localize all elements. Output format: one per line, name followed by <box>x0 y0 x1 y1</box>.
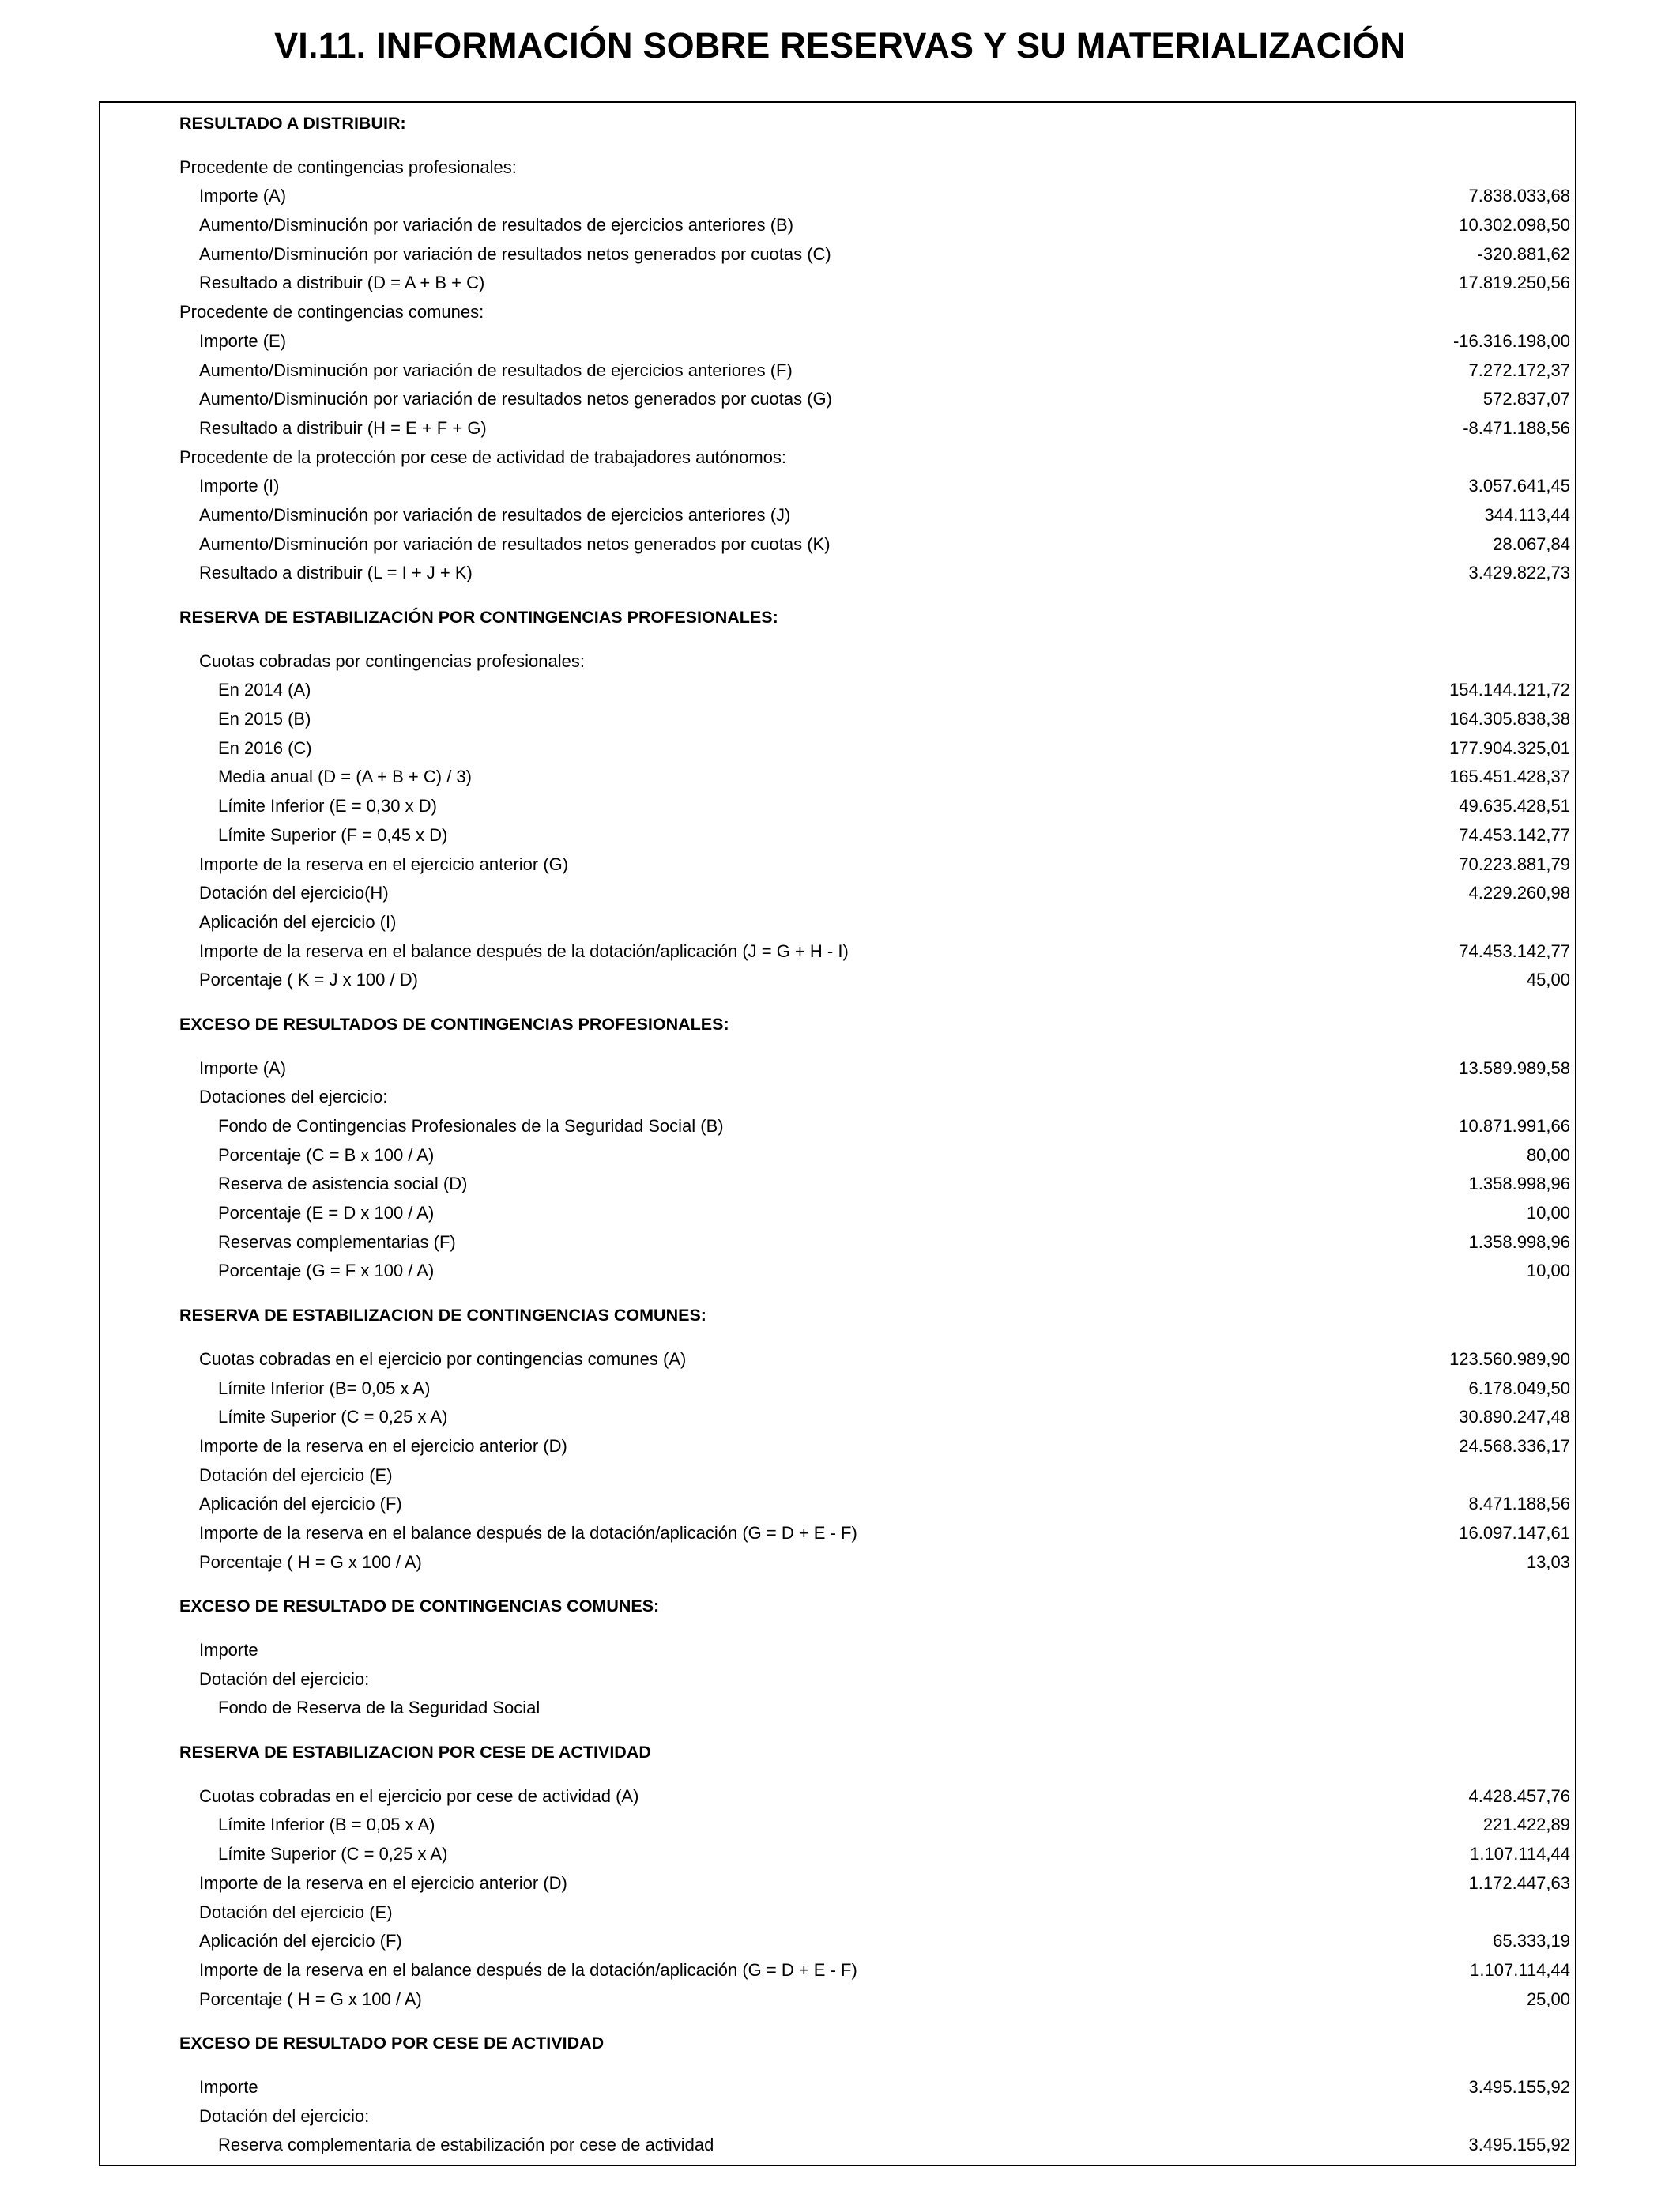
row-value: 7.838.033,68 <box>1468 186 1570 206</box>
table-row <box>179 1490 1570 1519</box>
table-row <box>179 966 1570 995</box>
row-value: 70.223.881,79 <box>1459 854 1570 874</box>
row-value: 3.429.822,73 <box>1468 563 1570 583</box>
table-row <box>179 908 1570 937</box>
row-value: 1.358.998,96 <box>1468 1174 1570 1194</box>
row-label: Resultado a distribuir (L = I + J + K) <box>199 563 473 583</box>
table-row <box>179 676 1570 705</box>
table-row <box>179 1228 1570 1257</box>
table-row <box>179 937 1570 967</box>
table-row <box>179 1432 1570 1461</box>
reserves-table-frame <box>99 101 1576 2166</box>
reserves-table <box>179 109 1570 2160</box>
section-heading-text: EXCESO DE RESULTADOS DE CONTINGENCIAS PROFESIONALES: <box>179 1014 729 1034</box>
row-value: 8.471.188,56 <box>1468 1494 1570 1514</box>
row-label: Dotación del ejercicio: <box>199 2105 370 2126</box>
table-row <box>179 298 1570 327</box>
row-value: 154.144.121,72 <box>1449 680 1570 700</box>
row-value: 572.837,07 <box>1482 389 1570 409</box>
table-row <box>179 1548 1570 1578</box>
section-heading <box>179 1010 1570 1039</box>
row-label: Dotación del ejercicio (E) <box>199 1465 393 1485</box>
row-label: Procedente de contingencias comunes: <box>179 302 484 322</box>
row-label: Importe de la reserva en el ejercicio anterior (D) <box>199 1435 567 1456</box>
section-heading-text: EXCESO DE RESULTADO DE CONTINGENCIAS COMUNES: <box>179 1596 660 1616</box>
row-label: Porcentaje ( H = G x 100 / A) <box>199 1989 422 2009</box>
row-label: Importe <box>199 2076 258 2097</box>
row-value: 10,00 <box>1526 1203 1570 1223</box>
section-heading-text: RESULTADO A DISTRIBUIR: <box>179 114 406 133</box>
row-label: Resultado a distribuir (D = A + B + C) <box>199 273 485 293</box>
section-heading-text: EXCESO DE RESULTADO POR CESE DE ACTIVIDAD <box>179 2034 605 2053</box>
row-value: 164.305.838,38 <box>1449 709 1570 729</box>
table-row <box>179 2131 1570 2160</box>
row-label: Importe de la reserva en el ejercicio anterior (D) <box>199 1872 567 1893</box>
row-label: Límite Inferior (B = 0,05 x A) <box>218 1815 435 1835</box>
row-label: Aplicación del ejercicio (F) <box>199 1494 402 1514</box>
row-value: 10,00 <box>1526 1261 1570 1281</box>
row-label: En 2015 (B) <box>218 709 311 729</box>
table-row <box>179 1461 1570 1491</box>
row-label: Importe <box>199 1640 258 1660</box>
table-row <box>179 1665 1570 1695</box>
table-row <box>179 1083 1570 1112</box>
section-heading <box>179 109 1570 138</box>
row-label: Porcentaje (G = F x 100 / A) <box>218 1261 435 1281</box>
row-label: Cuotas cobradas por contingencias profesionales: <box>199 650 585 671</box>
row-label: Aplicación del ejercicio (F) <box>199 1931 402 1951</box>
row-label: En 2016 (C) <box>218 737 312 758</box>
row-label: Fondo de Reserva de la Seguridad Social <box>218 1698 541 1718</box>
row-value: 3.495.155,92 <box>1468 2135 1570 2155</box>
row-label: Aumento/Disminución por variación de resultados netos generados por cuotas (C) <box>199 243 831 264</box>
row-label: Aumento/Disminución por variación de resultados netos generados por cuotas (G) <box>199 389 832 409</box>
table-row <box>179 1811 1570 1840</box>
row-label: Procedente de contingencias profesionales: <box>179 156 517 177</box>
table-row <box>179 240 1570 270</box>
row-label: Importe de la reserva en el balance después de la dotación/aplicación (G = D + E - F) <box>199 1959 857 1980</box>
table-row <box>179 153 1570 183</box>
row-value: 74.453.142,77 <box>1459 941 1570 961</box>
table-row <box>179 1374 1570 1404</box>
row-value: -16.316.198,00 <box>1452 330 1570 351</box>
row-value: 344.113,44 <box>1484 504 1570 525</box>
row-value: 16.097.147,61 <box>1459 1522 1570 1543</box>
table-row <box>179 647 1570 677</box>
row-label: Porcentaje (E = D x 100 / A) <box>218 1203 435 1223</box>
row-value: 10.302.098,50 <box>1459 215 1570 236</box>
row-value: 24.568.336,17 <box>1459 1435 1570 1456</box>
row-label: Media anual (D = (A + B + C) / 3) <box>218 767 472 787</box>
row-label: Importe de la reserva en el balance después de la dotación/aplicación (G = D + E - F) <box>199 1522 857 1543</box>
row-label: Límite Superior (F = 0,45 x D) <box>218 824 448 845</box>
table-row <box>179 1199 1570 1228</box>
row-label: Límite Superior (C = 0,25 x A) <box>218 1407 448 1427</box>
table-row <box>179 356 1570 386</box>
row-label: Reserva complementaria de estabilización por cese de actividad <box>218 2135 714 2155</box>
row-label: Aplicación del ejercicio (I) <box>199 911 397 932</box>
section-heading-text: RESERVA DE ESTABILIZACIÓN POR CONTINGENCIAS PROFESIONALES: <box>179 608 778 627</box>
table-row <box>179 1782 1570 1811</box>
row-label: Reserva de asistencia social (D) <box>218 1174 468 1194</box>
table-row <box>179 501 1570 530</box>
row-value: 6.178.049,50 <box>1468 1378 1570 1398</box>
table-row <box>179 182 1570 211</box>
row-label: Fondo de Contingencias Profesionales de la Seguridad Social (B) <box>218 1116 724 1136</box>
row-label: Límite Inferior (E = 0,30 x D) <box>218 796 437 816</box>
row-value: 165.451.428,37 <box>1449 767 1570 787</box>
row-value: 13.589.989,58 <box>1459 1057 1570 1078</box>
row-value: 74.453.142,77 <box>1459 824 1570 845</box>
table-row <box>179 2102 1570 2132</box>
row-label: Límite Inferior (B= 0,05 x A) <box>218 1378 431 1398</box>
section-heading <box>179 2029 1570 2058</box>
table-row <box>179 1898 1570 1928</box>
row-value: 28.067,84 <box>1493 533 1570 554</box>
table-row <box>179 269 1570 298</box>
row-value: 30.890.247,48 <box>1459 1407 1570 1427</box>
table-row <box>179 1840 1570 1869</box>
row-label: Procedente de la protección por cese de actividad de trabajadores autónomos: <box>179 447 787 467</box>
row-label: Importe de la reserva en el ejercicio anterior (G) <box>199 854 569 874</box>
table-row <box>179 1694 1570 1723</box>
row-value: -8.471.188,56 <box>1463 417 1570 438</box>
row-value: 45,00 <box>1526 970 1570 990</box>
row-label: Dotación del ejercicio (E) <box>199 1902 393 1922</box>
row-value: 7.272.172,37 <box>1468 360 1570 380</box>
row-label: Dotaciones del ejercicio: <box>199 1087 388 1107</box>
row-value: 80,00 <box>1526 1144 1570 1165</box>
table-row <box>179 1956 1570 1985</box>
row-value: 1.107.114,44 <box>1470 1959 1570 1980</box>
table-row <box>179 763 1570 792</box>
row-value: 4.428.457,76 <box>1468 1785 1570 1806</box>
table-row <box>179 414 1570 443</box>
section-heading <box>179 1738 1570 1767</box>
table-row <box>179 705 1570 734</box>
row-label: Resultado a distribuir (H = E + F + G) <box>199 417 487 438</box>
row-label: Porcentaje ( K = J x 100 / D) <box>199 970 418 990</box>
row-label: Dotación del ejercicio: <box>199 1668 370 1689</box>
table-row <box>179 530 1570 560</box>
row-value: 1.358.998,96 <box>1468 1231 1570 1252</box>
table-row <box>179 2073 1570 2102</box>
row-label: Importe (A) <box>199 1057 287 1078</box>
row-value: 65.333,19 <box>1493 1931 1570 1951</box>
table-row <box>179 443 1570 473</box>
row-value: 123.560.989,90 <box>1449 1348 1570 1369</box>
row-label: En 2014 (A) <box>218 680 311 700</box>
row-label: Dotación del ejercicio(H) <box>199 883 389 903</box>
table-row <box>179 1869 1570 1898</box>
row-value: 13,03 <box>1526 1551 1570 1572</box>
section-heading <box>179 1592 1570 1621</box>
table-row <box>179 1345 1570 1374</box>
table-row <box>179 734 1570 763</box>
row-label: Importe (I) <box>199 476 280 496</box>
row-value: 1.107.114,44 <box>1470 1844 1570 1864</box>
table-row <box>179 1170 1570 1199</box>
table-row <box>179 1112 1570 1141</box>
table-row <box>179 559 1570 588</box>
row-label: Aumento/Disminución por variación de resultados de ejercicios anteriores (B) <box>199 215 794 236</box>
row-label: Importe (E) <box>199 330 287 351</box>
row-value: 3.495.155,92 <box>1468 2076 1570 2097</box>
section-heading <box>179 603 1570 632</box>
row-value: 1.172.447,63 <box>1468 1872 1570 1893</box>
row-label: Reservas complementarias (F) <box>218 1231 456 1252</box>
table-row <box>179 792 1570 821</box>
table-row <box>179 1054 1570 1084</box>
row-label: Porcentaje (C = B x 100 / A) <box>218 1144 435 1165</box>
row-value: 49.635.428,51 <box>1459 796 1570 816</box>
page-title: VI.11. INFORMACIÓN SOBRE RESERVAS Y SU MATERIALIZACIÓN <box>274 25 1406 66</box>
row-label: Aumento/Disminución por variación de resultados de ejercicios anteriores (F) <box>199 360 793 380</box>
section-heading-text: RESERVA DE ESTABILIZACION POR CESE DE ACTIVIDAD <box>179 1743 651 1762</box>
row-value: 3.057.641,45 <box>1468 476 1570 496</box>
row-label: Aumento/Disminución por variación de resultados de ejercicios anteriores (J) <box>199 504 791 525</box>
table-row <box>179 385 1570 414</box>
section-heading-text: RESERVA DE ESTABILIZACION DE CONTINGENCIAS COMUNES: <box>179 1306 706 1325</box>
row-value: 25,00 <box>1526 1989 1570 2009</box>
table-row <box>179 1519 1570 1548</box>
row-value: 221.422,89 <box>1482 1815 1570 1835</box>
table-row <box>179 1141 1570 1171</box>
table-row <box>179 1985 1570 2015</box>
row-value: -320.881,62 <box>1477 243 1570 264</box>
table-row <box>179 1636 1570 1665</box>
row-value: 17.819.250,56 <box>1459 273 1570 293</box>
row-value: 10.871.991,66 <box>1459 1116 1570 1136</box>
row-value: 4.229.260,98 <box>1468 883 1570 903</box>
table-row <box>179 879 1570 908</box>
table-row <box>179 327 1570 356</box>
row-label: Importe (A) <box>199 186 287 206</box>
row-label: Aumento/Disminución por variación de resultados netos generados por cuotas (K) <box>199 533 831 554</box>
row-label: Porcentaje ( H = G x 100 / A) <box>199 1551 422 1572</box>
section-heading <box>179 1301 1570 1330</box>
table-row <box>179 1403 1570 1432</box>
table-row <box>179 821 1570 850</box>
row-label: Cuotas cobradas en el ejercicio por cese de actividad (A) <box>199 1785 639 1806</box>
table-row <box>179 211 1570 240</box>
table-row <box>179 1927 1570 1956</box>
table-row <box>179 472 1570 501</box>
row-label: Importe de la reserva en el balance después de la dotación/aplicación (J = G + H - I) <box>199 941 849 961</box>
row-value: 177.904.325,01 <box>1449 737 1570 758</box>
row-label: Cuotas cobradas en el ejercicio por contingencias comunes (A) <box>199 1348 687 1369</box>
row-label: Límite Superior (C = 0,25 x A) <box>218 1844 448 1864</box>
table-row <box>179 1257 1570 1286</box>
table-row <box>179 850 1570 880</box>
